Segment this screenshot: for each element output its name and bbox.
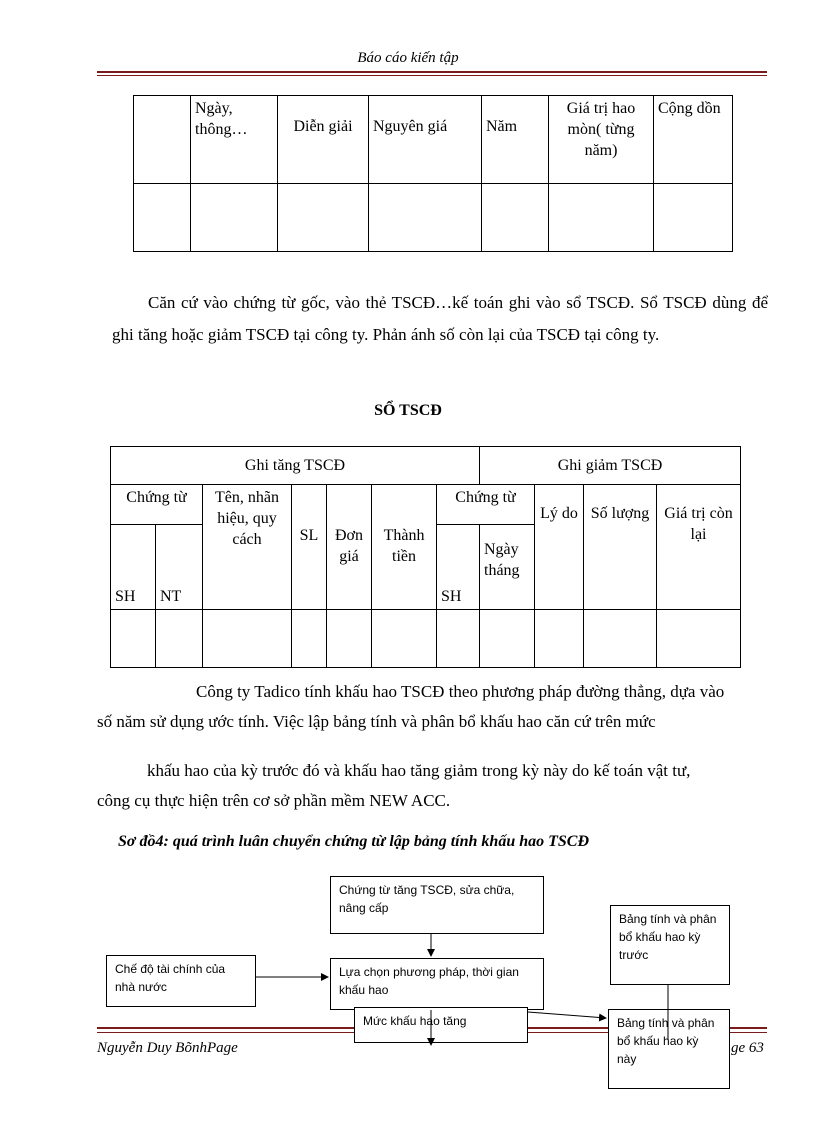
box-current-period: Bảng tính và phân bổ khấu hao kỳ này xyxy=(608,1009,730,1089)
table1-header-description: Diễn giải xyxy=(278,96,369,184)
box-depreciation-increase: Mức khấu hao tăng xyxy=(354,1007,528,1043)
box-previous-period: Bảng tính và phân bổ khấu hao kỳ trước xyxy=(610,905,730,985)
table1-header-date: Ngày, thông… xyxy=(191,96,278,184)
arrow-level-to-current xyxy=(528,1012,606,1018)
remaining-value-header: Giá trị còn lại xyxy=(657,485,741,610)
sh-header: SH xyxy=(111,525,156,609)
sh-header-2: SH xyxy=(437,525,480,609)
table1-header-year: Năm xyxy=(482,96,549,184)
decrease-quantity-header: Số lượng xyxy=(584,485,657,610)
footer-author: Nguyễn Duy BõnhPage xyxy=(97,1040,238,1056)
amount-header: Thành tiền xyxy=(372,485,437,610)
voucher-header: Chứng từ xyxy=(111,485,203,525)
box-state-policy: Chế độ tài chính của nhà nước xyxy=(106,955,256,1007)
voucher-header-2: Chứng từ xyxy=(437,485,535,525)
section-title: SỔ TSCĐ xyxy=(374,402,442,419)
table1-header-wear-value: Giá trị hao mòn( từng năm) xyxy=(549,96,654,184)
footer-page-number: ge 63 xyxy=(731,1040,764,1056)
quantity-header: SL xyxy=(292,485,327,610)
paragraph-method-line2: số năm sử dụng ước tính. Việc lập bảng tính và phân bổ khấu hao căn cứ trên mức xyxy=(97,712,656,731)
reason-header: Lý do xyxy=(535,485,584,610)
unit-price-header: Đơn giá xyxy=(327,485,372,610)
name-spec-header: Tên, nhãn hiệu, quy cách xyxy=(203,485,292,610)
box-asset-increase: Chứng từ tăng TSCĐ, sửa chữa, nâng cấp xyxy=(330,876,544,934)
group-decrease-header: Ghi giảm TSCĐ xyxy=(480,447,741,485)
nt-header: NT xyxy=(156,525,203,609)
report-header-title: Báo cáo kiến tập xyxy=(357,50,459,66)
table1-header-cumulative: Cộng dồn xyxy=(654,96,733,184)
date-header: Ngày tháng xyxy=(480,525,535,609)
table1-header-original-cost: Nguyên giá xyxy=(369,96,482,184)
paragraph-basis-line1: khấu hao của kỳ trước đó và khấu hao tăng giảm trong kỳ này do kế toán vật tư, xyxy=(147,761,691,780)
paragraph-basis-line2: công cụ thực hiện trên cơ sở phần mềm NEW ACC. xyxy=(97,791,451,810)
paragraph-intro: Căn cứ vào chứng từ gốc, vào thẻ TSCĐ…kế toán ghi vào sổ TSCĐ. Sổ TSCĐ dùng để ghi tăng hoặc giảm TSCĐ tại công ty. Phản ánh số còn lại của TSCĐ tại công ty. xyxy=(112,293,768,344)
box-method-selection: Lựa chọn phương pháp, thời gian khấu hao xyxy=(330,958,544,1010)
diagram-caption: Sơ đồ4: quá trình luân chuyển chứng từ lập bảng tính khấu hao TSCĐ xyxy=(118,833,590,850)
group-increase-header: Ghi tăng TSCĐ xyxy=(111,447,480,485)
paragraph-method-line1: Công ty Tadico tính khấu hao TSCĐ theo phương pháp đường thẳng, dựa vào xyxy=(196,682,725,701)
